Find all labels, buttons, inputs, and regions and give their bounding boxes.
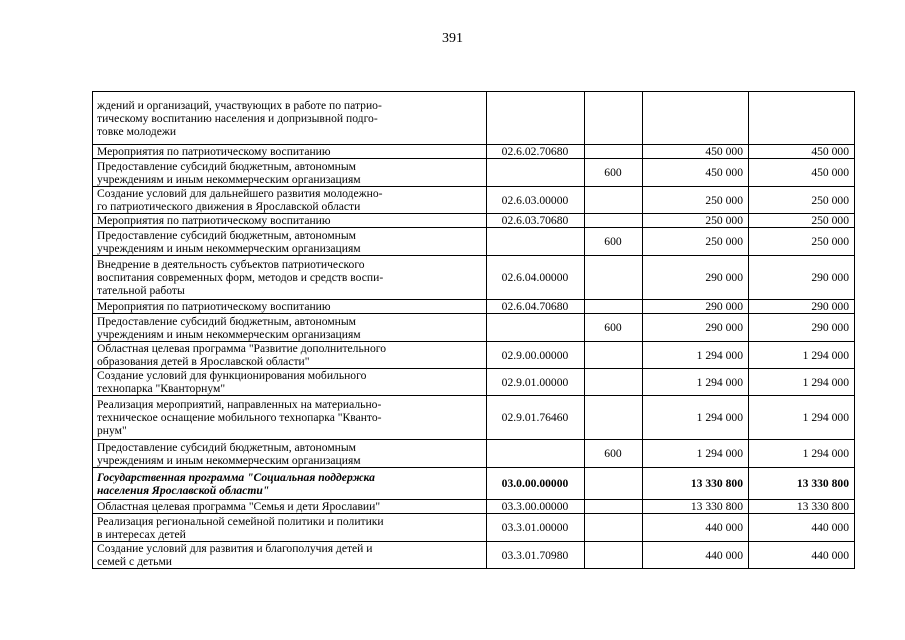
row-code-cell — [487, 314, 585, 342]
row-code-cell: 03.3.01.00000 — [487, 514, 585, 542]
row-amount-2-cell: 250 000 — [749, 228, 855, 256]
row-code-cell: 03.3.00.00000 — [487, 500, 585, 514]
row-amount-2-cell: 1 294 000 — [749, 369, 855, 396]
row-name-cell: Предоставление субсидий бюджетным, автономным учреждениям и иным некоммерческим организациям — [93, 159, 487, 187]
row-expense-type-cell — [585, 396, 643, 440]
row-amount-2-cell: 250 000 — [749, 214, 855, 228]
row-amount-1-cell: 290 000 — [643, 256, 749, 300]
row-expense-type-cell — [585, 92, 643, 145]
row-expense-type-cell — [585, 514, 643, 542]
table-row — [93, 187, 855, 214]
table-row — [93, 342, 855, 369]
table-row — [93, 396, 855, 440]
row-expense-type-cell — [585, 342, 643, 369]
row-expense-type-cell: 600 — [585, 440, 643, 468]
row-name-cell: Областная целевая программа "Развитие дополнительного образования детей в Ярославской области" — [93, 342, 487, 369]
row-expense-type-cell: 600 — [585, 159, 643, 187]
row-amount-1-cell: 250 000 — [643, 214, 749, 228]
table-row — [93, 300, 855, 314]
row-amount-1-cell — [643, 92, 749, 145]
row-name-cell: Государственная программа "Социальная поддержка населения Ярославской области" — [93, 468, 487, 500]
row-code-cell — [487, 440, 585, 468]
row-code-cell: 02.9.00.00000 — [487, 342, 585, 369]
row-name-cell: ждений и организаций, участвующих в работе по патрио- тическому воспитанию населения и допризывной подго- товке молодежи — [93, 92, 487, 145]
row-amount-2-cell: 450 000 — [749, 145, 855, 159]
row-expense-type-cell — [585, 300, 643, 314]
row-code-cell: 03.3.01.70980 — [487, 542, 585, 569]
row-amount-1-cell: 290 000 — [643, 300, 749, 314]
page-number: 391 — [442, 31, 463, 46]
table-row — [93, 440, 855, 468]
row-amount-2-cell: 290 000 — [749, 300, 855, 314]
row-code-cell — [487, 92, 585, 145]
table-row — [93, 159, 855, 187]
table-row — [93, 314, 855, 342]
row-amount-2-cell: 13 330 800 — [749, 500, 855, 514]
row-name-cell: Мероприятия по патриотическому воспитанию — [93, 214, 487, 228]
row-code-cell: 02.6.02.70680 — [487, 145, 585, 159]
row-amount-2-cell: 1 294 000 — [749, 396, 855, 440]
row-expense-type-cell — [585, 256, 643, 300]
row-amount-1-cell: 450 000 — [643, 159, 749, 187]
budget-table-body — [93, 92, 855, 569]
row-amount-1-cell: 1 294 000 — [643, 342, 749, 369]
table-row — [93, 256, 855, 300]
table-row — [93, 369, 855, 396]
row-code-cell: 02.6.04.70680 — [487, 300, 585, 314]
row-expense-type-cell: 600 — [585, 228, 643, 256]
row-name-cell: Мероприятия по патриотическому воспитанию — [93, 145, 487, 159]
row-amount-2-cell: 290 000 — [749, 314, 855, 342]
table-row — [93, 514, 855, 542]
row-amount-2-cell: 13 330 800 — [749, 468, 855, 500]
row-name-cell: Реализация мероприятий, направленных на материально- техническое оснащение мобильного технопарка "Кванто- рнум" — [93, 396, 487, 440]
table-row — [93, 214, 855, 228]
row-amount-2-cell: 1 294 000 — [749, 342, 855, 369]
row-amount-1-cell: 13 330 800 — [643, 468, 749, 500]
row-expense-type-cell — [585, 369, 643, 396]
row-amount-1-cell: 1 294 000 — [643, 396, 749, 440]
row-name-cell: Предоставление субсидий бюджетным, автономным учреждениям и иным некоммерческим организациям — [93, 228, 487, 256]
row-name-cell: Областная целевая программа "Семья и дети Ярославии" — [93, 500, 487, 514]
table-row — [93, 228, 855, 256]
row-amount-1-cell: 440 000 — [643, 514, 749, 542]
row-amount-1-cell: 1 294 000 — [643, 440, 749, 468]
table-row — [93, 92, 855, 145]
row-code-cell: 02.6.04.00000 — [487, 256, 585, 300]
row-amount-2-cell: 1 294 000 — [749, 440, 855, 468]
row-amount-1-cell: 290 000 — [643, 314, 749, 342]
row-name-cell: Внедрение в деятельность субъектов патриотического воспитания современных форм, методов и средств воспи- тательной работы — [93, 256, 487, 300]
row-expense-type-cell — [585, 187, 643, 214]
row-name-cell: Создание условий для дальнейшего развития молодежно- го патриотического движения в Ярославской области — [93, 187, 487, 214]
row-name-cell: Создание условий для функционирования мобильного технопарка "Кванторнум" — [93, 369, 487, 396]
row-amount-2-cell: 250 000 — [749, 187, 855, 214]
row-amount-2-cell — [749, 92, 855, 145]
row-amount-2-cell: 440 000 — [749, 542, 855, 569]
table-row — [93, 468, 855, 500]
budget-table — [92, 91, 855, 569]
row-amount-1-cell: 450 000 — [643, 145, 749, 159]
row-code-cell: 03.0.00.00000 — [487, 468, 585, 500]
row-amount-2-cell: 450 000 — [749, 159, 855, 187]
table-row — [93, 500, 855, 514]
row-amount-1-cell: 250 000 — [643, 228, 749, 256]
row-amount-1-cell: 1 294 000 — [643, 369, 749, 396]
row-name-cell: Предоставление субсидий бюджетным, автономным учреждениям и иным некоммерческим организациям — [93, 440, 487, 468]
row-name-cell: Предоставление субсидий бюджетным, автономным учреждениям и иным некоммерческим организациям — [93, 314, 487, 342]
row-code-cell — [487, 159, 585, 187]
row-amount-1-cell: 13 330 800 — [643, 500, 749, 514]
row-amount-2-cell: 290 000 — [749, 256, 855, 300]
table-row — [93, 542, 855, 569]
row-amount-1-cell: 250 000 — [643, 187, 749, 214]
row-name-cell: Создание условий для развития и благополучия детей и семей с детьми — [93, 542, 487, 569]
row-amount-1-cell: 440 000 — [643, 542, 749, 569]
row-expense-type-cell — [585, 145, 643, 159]
row-expense-type-cell: 600 — [585, 314, 643, 342]
row-name-cell: Мероприятия по патриотическому воспитанию — [93, 300, 487, 314]
row-code-cell — [487, 228, 585, 256]
row-code-cell: 02.9.01.76460 — [487, 396, 585, 440]
row-expense-type-cell — [585, 500, 643, 514]
row-amount-2-cell: 440 000 — [749, 514, 855, 542]
row-expense-type-cell — [585, 214, 643, 228]
row-code-cell: 02.6.03.00000 — [487, 187, 585, 214]
row-expense-type-cell — [585, 468, 643, 500]
table-row — [93, 145, 855, 159]
row-name-cell: Реализация региональной семейной политики и политики в интересах детей — [93, 514, 487, 542]
row-expense-type-cell — [585, 542, 643, 569]
row-code-cell: 02.9.01.00000 — [487, 369, 585, 396]
row-code-cell: 02.6.03.70680 — [487, 214, 585, 228]
